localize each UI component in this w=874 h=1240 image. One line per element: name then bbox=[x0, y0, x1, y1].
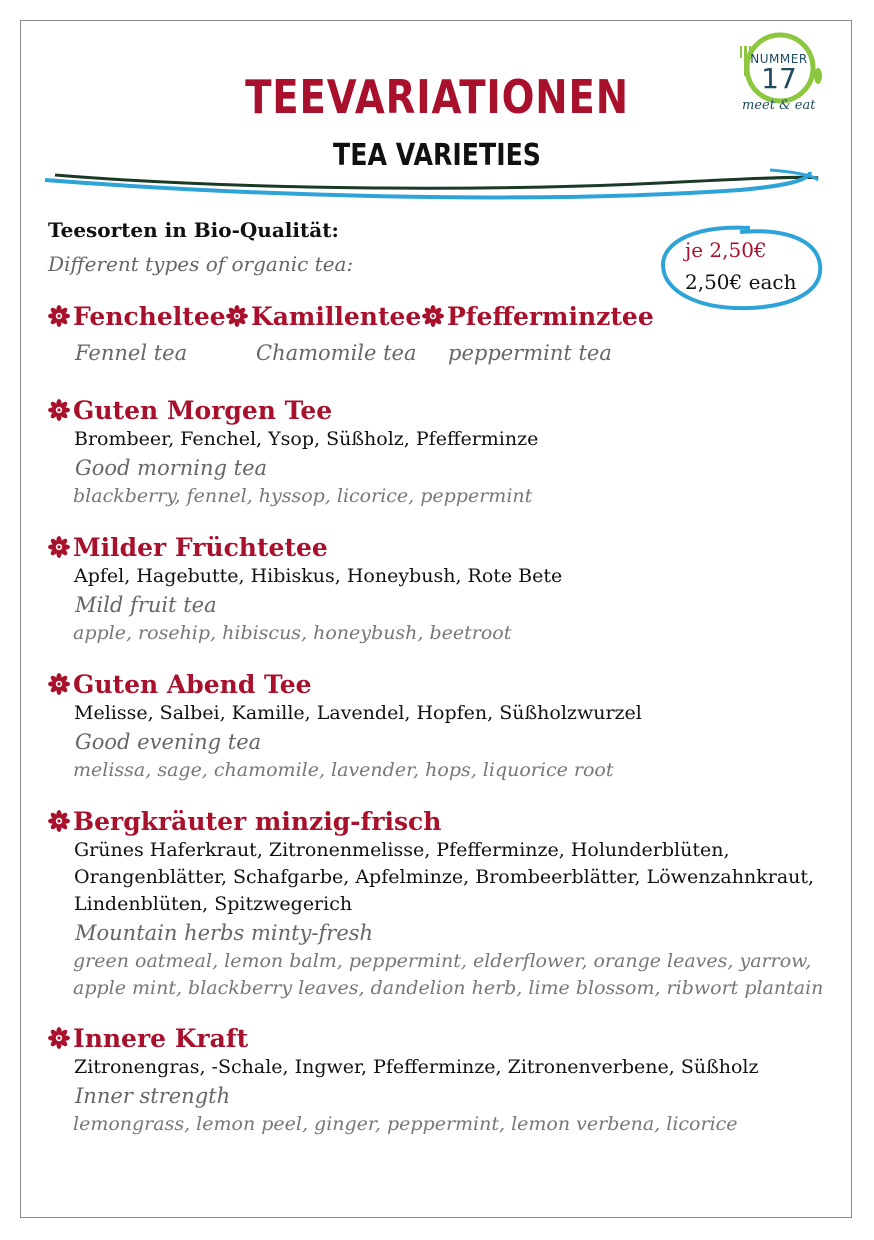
flower-bullet-icon bbox=[48, 673, 70, 695]
intro-english: Different types of organic tea: bbox=[48, 252, 354, 276]
price-german: je 2,50€ bbox=[685, 238, 767, 262]
flower-bullet-icon bbox=[48, 305, 70, 327]
tea-section-innere-kraft bbox=[48, 1024, 838, 1138]
tea-section-guten-abend bbox=[48, 670, 838, 784]
tea-name: Pfefferminztee bbox=[447, 302, 654, 331]
page-subtitle: TEA VARIETIES bbox=[333, 138, 541, 173]
simple-tea-item bbox=[48, 302, 226, 331]
price-english: 2,50€ each bbox=[685, 270, 797, 294]
ingredients-german: Orangenblätter, Schafgarbe, Apfelminze, Brombeerblätter, Löwenzahnkraut, bbox=[74, 866, 815, 888]
intro-german: Teesorten in Bio-Qualität: bbox=[48, 218, 339, 242]
tea-translation: peppermint tea bbox=[448, 341, 612, 365]
tea-translation: Inner strength bbox=[75, 1084, 231, 1108]
ingredients-english: apple mint, blackberry leaves, dandelion herb, lime blossom, ribwort plantain bbox=[73, 977, 824, 999]
tea-section-bergkraeuter bbox=[48, 807, 838, 1002]
tea-name: Milder Früchtetee bbox=[73, 533, 328, 562]
flower-bullet-icon bbox=[422, 305, 444, 327]
tea-heading bbox=[48, 396, 838, 426]
ingredients-german: Apfel, Hagebutte, Hibiskus, Honeybush, Rote Bete bbox=[74, 565, 563, 587]
ingredients-english: green oatmeal, lemon balm, peppermint, elderflower, orange leaves, yarrow, bbox=[73, 950, 812, 972]
tea-name: Innere Kraft bbox=[73, 1024, 249, 1053]
simple-tea-item bbox=[226, 302, 421, 331]
tea-name: Guten Morgen Tee bbox=[73, 396, 333, 425]
swoosh-divider bbox=[40, 160, 830, 210]
ingredients-english: blackberry, fennel, hyssop, licorice, peppermint bbox=[73, 485, 533, 507]
ingredients-english: melissa, sage, chamomile, lavender, hops, liquorice root bbox=[73, 759, 614, 781]
ingredients-english: apple, rosehip, hibiscus, honeybush, beetroot bbox=[73, 622, 512, 644]
flower-bullet-icon bbox=[226, 305, 248, 327]
tea-section-guten-morgen bbox=[48, 396, 838, 510]
tea-heading bbox=[48, 807, 838, 837]
tea-name: Fencheltee bbox=[73, 302, 226, 331]
tea-name: Bergkräuter minzig-frisch bbox=[73, 807, 442, 836]
flower-bullet-icon bbox=[48, 1027, 70, 1049]
tea-translation: Mountain herbs minty-fresh bbox=[75, 921, 374, 945]
tea-name: Kamillentee bbox=[251, 302, 422, 331]
simple-tea-item bbox=[422, 302, 654, 331]
tea-translation: Fennel tea bbox=[75, 341, 188, 365]
logo-number: 17 bbox=[761, 62, 797, 95]
ingredients-german: Grünes Haferkraut, Zitronenmelisse, Pfefferminze, Holunderblüten, bbox=[74, 839, 730, 861]
tea-heading bbox=[48, 670, 838, 700]
tea-name: Guten Abend Tee bbox=[73, 670, 312, 699]
logo-word: NUMMER bbox=[750, 52, 808, 66]
flower-bullet-icon bbox=[48, 810, 70, 832]
tea-translation: Mild fruit tea bbox=[75, 593, 217, 617]
logo-tagline: meet & eat bbox=[742, 98, 816, 113]
page-title: TEEVARIATIONEN bbox=[245, 70, 629, 124]
tea-translation: Good evening tea bbox=[75, 730, 262, 754]
tea-heading bbox=[48, 1024, 838, 1054]
ingredients-german: Lindenblüten, Spitzwegerich bbox=[74, 893, 353, 915]
ingredients-german: Brombeer, Fenchel, Ysop, Süßholz, Pfefferminze bbox=[74, 428, 539, 450]
flower-bullet-icon bbox=[48, 536, 70, 558]
ingredients-german: Melisse, Salbei, Kamille, Lavendel, Hopfen, Süßholzwurzel bbox=[74, 702, 642, 724]
tea-section-milder-fruechtetee bbox=[48, 533, 838, 647]
tea-translation: Good morning tea bbox=[75, 456, 268, 480]
ingredients-english: lemongrass, lemon peel, ginger, peppermint, lemon verbena, licorice bbox=[73, 1113, 738, 1135]
tea-translation: Chamomile tea bbox=[256, 341, 417, 365]
ingredients-german: Zitronengras, -Schale, Ingwer, Pfefferminze, Zitronenverbene, Süßholz bbox=[74, 1056, 759, 1078]
tea-heading bbox=[48, 533, 838, 563]
flower-bullet-icon bbox=[48, 399, 70, 421]
